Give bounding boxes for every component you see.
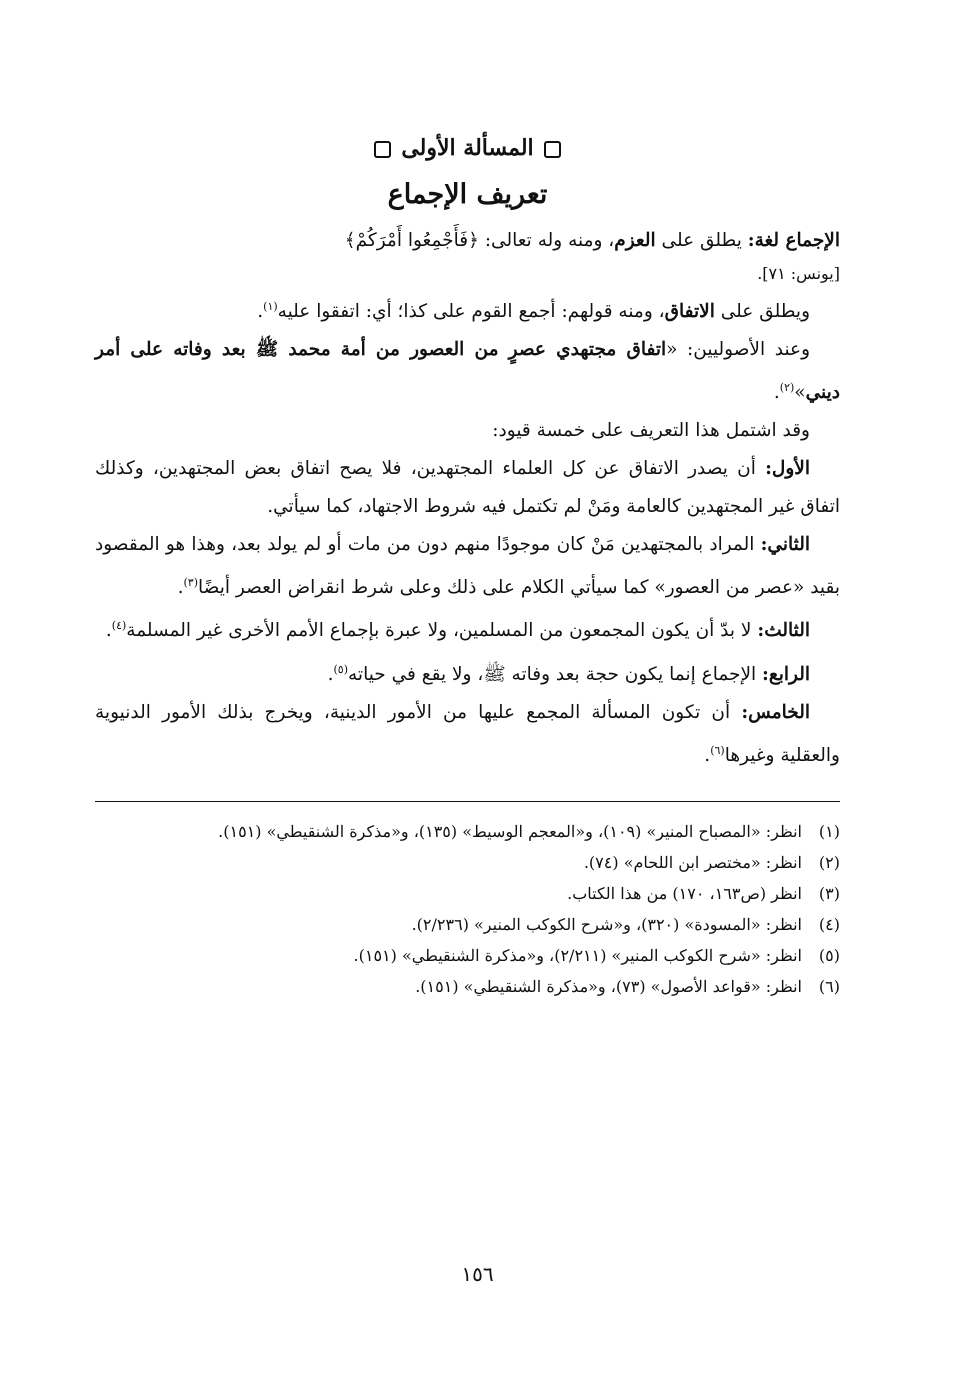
condition-first: الأول: أن يصدر الاتفاق عن كل العلماء المجتهدين، فلا يصح اتفاق بعض المجتهدين، وكذلك اتفاق غير المجتهدين كالعامة ومَنْ لم تكتمل فيه شروط الاجتهاد، كما سيأتي.: [95, 458, 840, 518]
footnotes: [95, 816, 840, 1002]
footnote-item: (١) انظر: «المصباح المنير» (١٠٩)، و«المعجم الوسيط» (١٣٥)، و«مذكرة الشنقيطي» (١٥١).: [218, 821, 840, 841]
paragraph-agreement: ويطلق على الاتفاق، ومنه قولهم: أجمع القوم على كذا؛ أي: اتفقوا عليه$^{(١)}$.: [257, 300, 810, 323]
footnote-separator: [95, 801, 840, 802]
square-ornament-icon: [374, 141, 391, 158]
chapter-heading-text: المسألة الأولى: [401, 135, 534, 161]
footnote-ref: (١): [263, 300, 278, 313]
footnote-item: (٤) انظر: «المسودة» (٣٢٠)، و«شرح الكوكب المنير» (٢/٢٣٦).: [411, 914, 840, 934]
footnote-ref: (٢): [779, 381, 795, 395]
quran-reference: [يونس: ٧١].: [757, 264, 840, 283]
footnote-ref: (٤): [111, 619, 127, 633]
chapter-heading: [95, 128, 840, 168]
condition-third: الثالث: لا بدّ أن يكون المجمعون من المسلمين، ولا عبرة بإجماع الأمم الأخرى غير المسلمة$^{(٤)}$.: [105, 619, 810, 642]
footnote-item: (٥) انظر: «شرح الكوكب المنير» (٢/٢١١)، و«مذكرة الشنقيطي» (١٥١).: [353, 945, 840, 965]
page-number: ١٥٦: [461, 1262, 494, 1286]
condition-second: الثاني: المراد بالمجتهدين مَنْ كان موجودًا منهم دون من مات أو لم يولد بعد، وهذا هو المقصود بقيد «عصر من العصور» كما سيأتي الكلام على ذلك وعلى شرط انقراض العصر أيضًا$^{(٣)}$.: [95, 534, 840, 599]
paragraph-linguistic-definition: الإجماع لغة: يطلق على العزم، ومنه وله تعالى: ﴿فَأَجْمِعُوا أَمْرَكُمْ﴾: [344, 230, 840, 251]
square-ornament-icon: [544, 141, 561, 158]
footnote-item: (٢) انظر: «مختصر ابن اللحام» (٧٤).: [583, 852, 840, 872]
condition-fifth: الخامس: أن تكون المسألة المجمع عليها من الأمور الدينية، ويخرج بذلك الأمور الدنيوية والعقلية وغيرها$^{(٦)}$.: [95, 701, 840, 766]
footnote-item: (٣) انظر (ص١٦٣، ١٧٠) من هذا الكتاب.: [567, 883, 840, 903]
term-lead: الإجماع لغة:: [747, 230, 840, 251]
page-body: [95, 128, 840, 1002]
footnote-ref: (٦): [710, 743, 725, 757]
footnote-item: (٦) انظر: «قواعد الأصول» (٧٣)، و«مذكرة الشنقيطي» (١٥١).: [415, 976, 840, 996]
paragraph-usuli-definition: وعند الأصوليين: «اتفاق مجتهدي عصرٍ من العصور من أمة محمد ﷺ بعد وفاته على أمر ديني»$^{(٢)}$.: [95, 339, 840, 404]
section-title: تعريف الإجماع: [387, 179, 548, 210]
footnote-ref: (٣): [183, 576, 199, 590]
footnote-ref: (٥): [333, 662, 349, 676]
paragraph-five-conditions: وقد اشتمل هذا التعريف على خمسة قيود:: [492, 420, 810, 442]
condition-fourth: الرابع: الإجماع إنما يكون حجة بعد وفاته ﷺ، ولا يقع في حياته$^{(٥)}$.: [327, 662, 810, 685]
